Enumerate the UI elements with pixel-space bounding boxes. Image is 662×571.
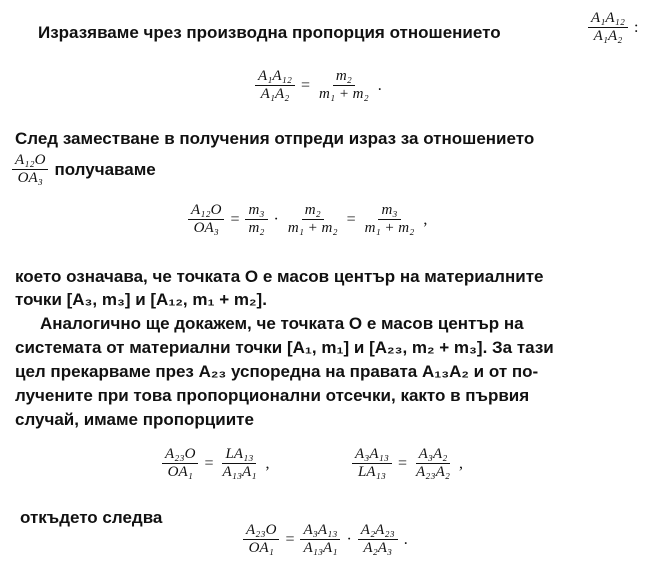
frac-den: m₁ + m₂ (319, 86, 369, 102)
line-5-text: Аналогично ще докажем, че точката O е масов център на (40, 314, 524, 333)
equals-sign: = (204, 454, 214, 472)
text-line-8 (15, 385, 529, 407)
equals-sign: = (230, 210, 240, 228)
equation-3-left (162, 446, 269, 481)
line-3-text: което означава, че точката O е масов център на материалните (15, 267, 544, 286)
line-2b-text: получаваме (54, 159, 156, 179)
equals-sign: = (285, 530, 295, 548)
equation-1 (255, 68, 382, 103)
line-9-text: случай, имаме пропорциите (15, 410, 254, 429)
text-line-7 (15, 361, 538, 383)
frac-num: m₃ (378, 202, 400, 220)
frac-den: OA₃ (17, 170, 43, 186)
frac-den: m₁ + m₂ (287, 220, 338, 236)
comma: , (265, 454, 270, 472)
frac-num: A₁₂O (188, 202, 224, 220)
text-line-2 (15, 128, 534, 150)
times-sign: · (346, 530, 352, 548)
equals-sign: = (397, 454, 408, 472)
frac-num: m₂ (302, 202, 324, 220)
line-4-text: точки [A₃, m₃] и [A₁₂, m₁ + m₂]. (15, 290, 267, 309)
fraction-ratio-2 (12, 152, 156, 187)
line-8-text: лучените при това пропорционални отсечки, както в първия (15, 386, 530, 405)
frac-num: m₂ (333, 68, 355, 86)
frac-num: A₂₃O (162, 446, 198, 464)
frac-den: A₂₃A₂ (416, 464, 450, 480)
text-line-1 (38, 22, 501, 44)
comma: , (459, 454, 463, 472)
line-10-text: откъдето следва (20, 508, 163, 527)
text-line-4 (15, 289, 267, 311)
line-2-text: След заместване в получения отпреди израз за отношението (15, 129, 535, 148)
comma: , (423, 210, 428, 228)
line-6-text: системата от материални точки [A₁, m₁] и [A₂₃, m₂ + m₃]. За тази (15, 338, 554, 357)
colon-symbol: : (633, 18, 639, 36)
text-line-9 (15, 409, 254, 431)
line-7-text: цел прекарваме през A₂₃ успоредна на правата A₁₃A₂ и от по- (15, 362, 539, 381)
line-1-text: Изразяваме чрез производна пропорция отношението (38, 23, 501, 42)
frac-num: A₁A₁₂ (255, 68, 295, 86)
equation-3-right (352, 446, 463, 481)
equation-4 (243, 522, 408, 557)
frac-den: m₁ + m₂ (364, 220, 415, 236)
frac-num: A₁₂O (12, 152, 48, 170)
frac-num: A₂₃O (243, 522, 279, 540)
frac-den: A₁A₂ (593, 28, 623, 44)
frac-num: m₃ (245, 202, 267, 220)
frac-den: A₁A₂ (260, 86, 290, 102)
frac-num: A₃A₂ (416, 446, 451, 464)
frac-num: A₂A₂₃ (358, 522, 398, 540)
frac-den: A₁₃A₁ (222, 464, 257, 480)
frac-num: A₃A₁₃ (300, 522, 340, 540)
period: . (377, 76, 382, 94)
frac-num: A₃A₁₃ (352, 446, 392, 464)
text-line-10 (20, 507, 162, 529)
text-line-3 (15, 266, 543, 288)
equation-2 (188, 202, 427, 237)
frac-den: OA₃ (193, 220, 219, 236)
text-line-5 (40, 313, 524, 335)
frac-num: A₁A₁₂ (588, 10, 628, 28)
frac-den: A₂A₃ (363, 540, 393, 556)
frac-num: LA₁₃ (222, 446, 256, 464)
times-sign: · (273, 210, 279, 228)
frac-den: OA₁ (248, 540, 274, 556)
text-line-6 (15, 337, 554, 359)
equals-sign: = (346, 210, 356, 228)
frac-den: LA₁₃ (358, 464, 386, 480)
frac-den: OA₁ (167, 464, 193, 480)
equals-sign: = (300, 76, 311, 94)
frac-den: A₁₃A₁ (303, 540, 338, 556)
fraction-ratio-1 (588, 10, 638, 45)
frac-den: m₂ (248, 220, 265, 236)
period: . (403, 530, 408, 548)
